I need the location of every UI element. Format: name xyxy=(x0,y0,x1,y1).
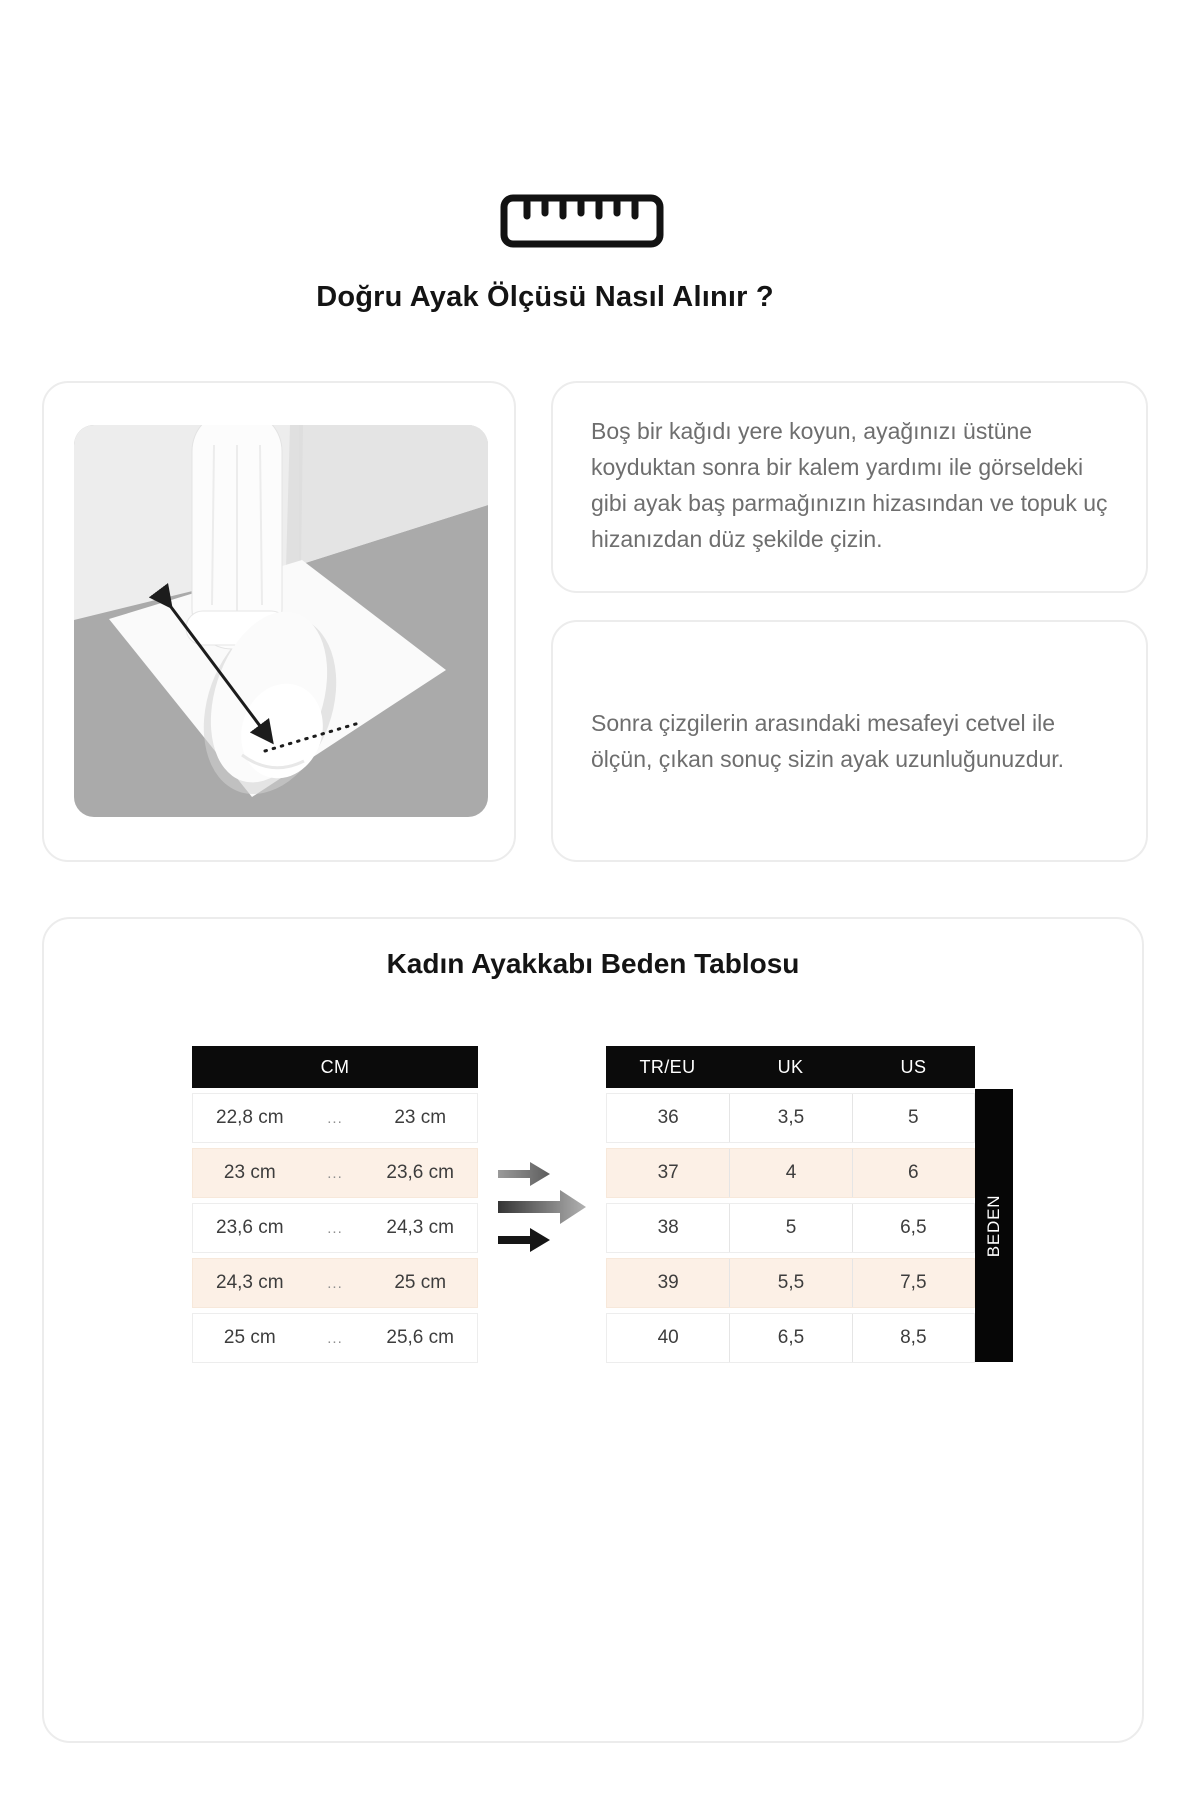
table-row xyxy=(606,1148,975,1198)
size-treu: 39 xyxy=(657,1272,679,1293)
table-row xyxy=(606,1093,975,1143)
cm-to-value: 24,3 cm xyxy=(386,1217,454,1238)
ruler-icon xyxy=(500,194,664,248)
col-header-uk: UK xyxy=(777,1056,804,1077)
range-dots: ... xyxy=(327,1274,343,1292)
foot-measure-photo-card xyxy=(42,381,516,862)
size-table-header xyxy=(606,1046,975,1088)
cm-to-value: 25,6 cm xyxy=(386,1327,454,1348)
cm-from-value: 22,8 cm xyxy=(216,1107,284,1128)
cm-from-value: 24,3 cm xyxy=(216,1272,284,1293)
range-dots: ... xyxy=(327,1219,343,1237)
size-treu: 36 xyxy=(657,1107,679,1128)
size-uk: 5 xyxy=(729,1204,851,1252)
cm-from-value: 23,6 cm xyxy=(216,1217,284,1238)
cm-to-value: 23 cm xyxy=(394,1107,447,1128)
cm-from-value: 23 cm xyxy=(223,1162,276,1183)
page-title: Doğru Ayak Ölçüsü Nasıl Alınır ? xyxy=(316,281,774,313)
table-row xyxy=(606,1313,975,1363)
table-row xyxy=(192,1148,478,1198)
size-treu: 40 xyxy=(657,1327,679,1348)
conversion-arrows-icon xyxy=(490,1160,600,1260)
table-row xyxy=(192,1203,478,1253)
cm-header-label: CM xyxy=(320,1056,350,1077)
table-row xyxy=(192,1313,478,1363)
size-chart-title: Kadın Ayakkabı Beden Tablosu xyxy=(386,948,800,979)
size-us: 5 xyxy=(852,1094,974,1142)
col-header-treu: TR/EU xyxy=(639,1056,696,1077)
instruction-step-1: Boş bir kağıdı yere koyun, ayağınızı üstüne koyduktan sonra bir kalem yardımı ile görseldeki gibi ayak baş parmağınızın hizasından ve topuk uç hizanızdan düz şekilde çizin. xyxy=(591,418,1108,552)
size-uk: 3,5 xyxy=(729,1094,851,1142)
cm-to-value: 23,6 cm xyxy=(386,1162,454,1183)
col-header-us: US xyxy=(900,1056,927,1077)
instruction-card-1 xyxy=(551,381,1148,593)
size-treu: 37 xyxy=(657,1162,679,1183)
size-treu: 38 xyxy=(657,1217,679,1238)
instruction-card-2 xyxy=(551,620,1148,862)
range-dots: ... xyxy=(327,1109,343,1127)
size-us: 8,5 xyxy=(852,1314,974,1362)
cm-table-header xyxy=(192,1046,478,1088)
table-row xyxy=(192,1258,478,1308)
cm-to-value: 25 cm xyxy=(394,1272,447,1293)
foot-on-paper-image xyxy=(74,425,488,817)
instruction-step-2: Sonra çizgilerin arasındaki mesafeyi cetvel ile ölçün, çıkan sonuç sizin ayak uzunluğunuzdur. xyxy=(591,710,1065,772)
beden-side-bar xyxy=(975,1089,1013,1362)
beden-label: BEDEN xyxy=(984,1194,1003,1257)
size-uk: 4 xyxy=(729,1149,851,1197)
range-dots: ... xyxy=(327,1164,343,1182)
size-us: 6 xyxy=(852,1149,974,1197)
table-row xyxy=(192,1093,478,1143)
table-row xyxy=(606,1258,975,1308)
size-conversion-table xyxy=(606,1046,975,1363)
cm-range-table xyxy=(192,1046,478,1363)
range-dots: ... xyxy=(327,1329,343,1347)
size-us: 6,5 xyxy=(852,1204,974,1252)
size-uk: 6,5 xyxy=(729,1314,851,1362)
size-us: 7,5 xyxy=(852,1259,974,1307)
table-row xyxy=(606,1203,975,1253)
size-uk: 5,5 xyxy=(729,1259,851,1307)
cm-from-value: 25 cm xyxy=(223,1327,276,1348)
